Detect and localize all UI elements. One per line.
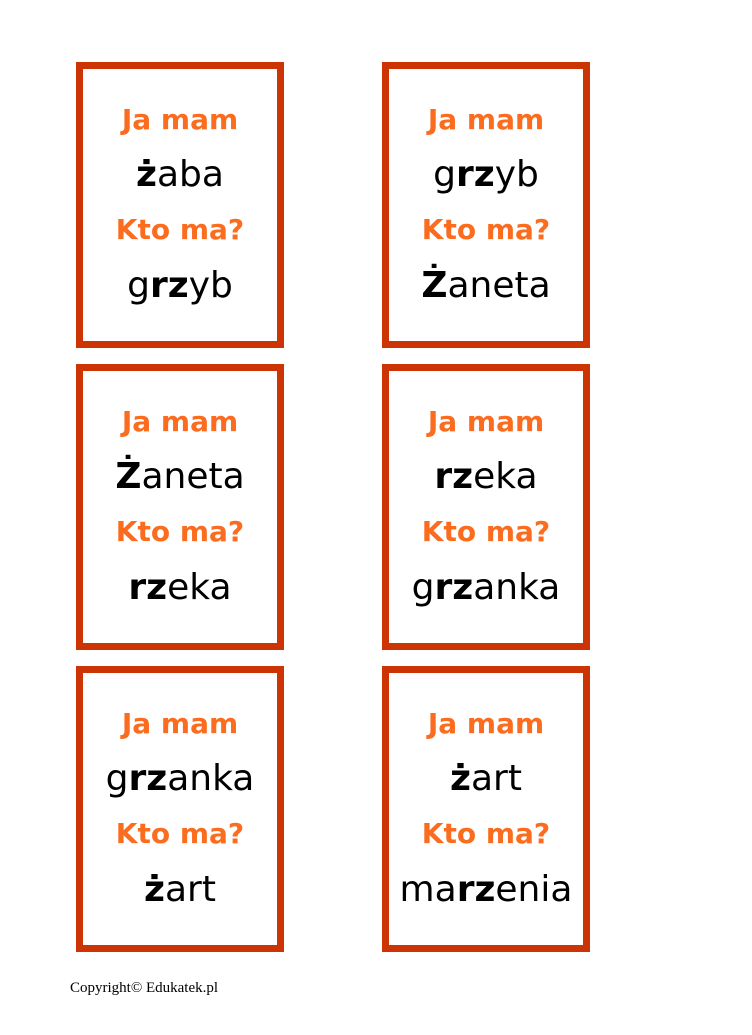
game-card-6 (382, 666, 590, 952)
want-word (144, 870, 216, 910)
word-part-bold: rz (128, 758, 168, 800)
want-word (412, 568, 561, 608)
kto-ma-label: Kto ma? (115, 514, 245, 548)
game-card-5 (76, 666, 284, 952)
word-part-bold: ż (136, 154, 157, 196)
game-card-2 (382, 62, 590, 348)
word-part: aneta (447, 264, 551, 306)
game-card-4 (382, 364, 590, 650)
game-card-1 (76, 62, 284, 348)
want-word (127, 266, 233, 306)
word-part: yb (188, 264, 233, 306)
word-part: anka (167, 758, 255, 800)
word-part-bold: ż (144, 868, 165, 910)
copyright-text: Copyright© Edukatek.pl (70, 980, 219, 996)
word-part: art (164, 868, 216, 910)
word-part-bold: rz (149, 264, 189, 306)
word-part-bold: rz (434, 456, 474, 498)
word-part-bold: ż (450, 758, 471, 800)
have-word (136, 155, 224, 195)
ja-mam-label: Ja mam (427, 102, 545, 136)
kto-ma-label: Kto ma? (421, 212, 551, 246)
word-part: eka (473, 456, 538, 498)
word-part: anka (473, 566, 561, 608)
ja-mam-label: Ja mam (427, 706, 545, 740)
have-word (106, 759, 255, 799)
ja-mam-label: Ja mam (427, 404, 545, 438)
word-part-bold: rz (455, 154, 495, 196)
have-word (450, 759, 522, 799)
ja-mam-label: Ja mam (121, 404, 239, 438)
word-part: g (105, 758, 129, 800)
word-part-bold: rz (434, 566, 474, 608)
word-part-bold: rz (456, 868, 496, 910)
word-part: aba (156, 154, 224, 196)
word-part: g (411, 566, 435, 608)
word-part: yb (494, 154, 539, 196)
cards-grid (76, 62, 590, 952)
kto-ma-label: Kto ma? (421, 816, 551, 850)
want-word (400, 870, 573, 910)
have-word (433, 155, 539, 195)
kto-ma-label: Kto ma? (115, 816, 245, 850)
word-part-bold: rz (128, 566, 168, 608)
ja-mam-label: Ja mam (121, 102, 239, 136)
word-part-bold: Ż (421, 264, 448, 306)
want-word (421, 266, 550, 306)
kto-ma-label: Kto ma? (421, 514, 551, 548)
have-word (434, 457, 537, 497)
word-part: ma (399, 868, 457, 910)
word-part: eka (167, 566, 232, 608)
kto-ma-label: Kto ma? (115, 212, 245, 246)
word-part: aneta (141, 456, 245, 498)
word-part-bold: Ż (115, 456, 142, 498)
word-part: g (127, 264, 150, 306)
have-word (115, 457, 244, 497)
want-word (128, 568, 231, 608)
word-part: art (470, 758, 522, 800)
word-part: enia (495, 868, 573, 910)
ja-mam-label: Ja mam (121, 706, 239, 740)
game-card-3 (76, 364, 284, 650)
word-part: g (433, 154, 456, 196)
